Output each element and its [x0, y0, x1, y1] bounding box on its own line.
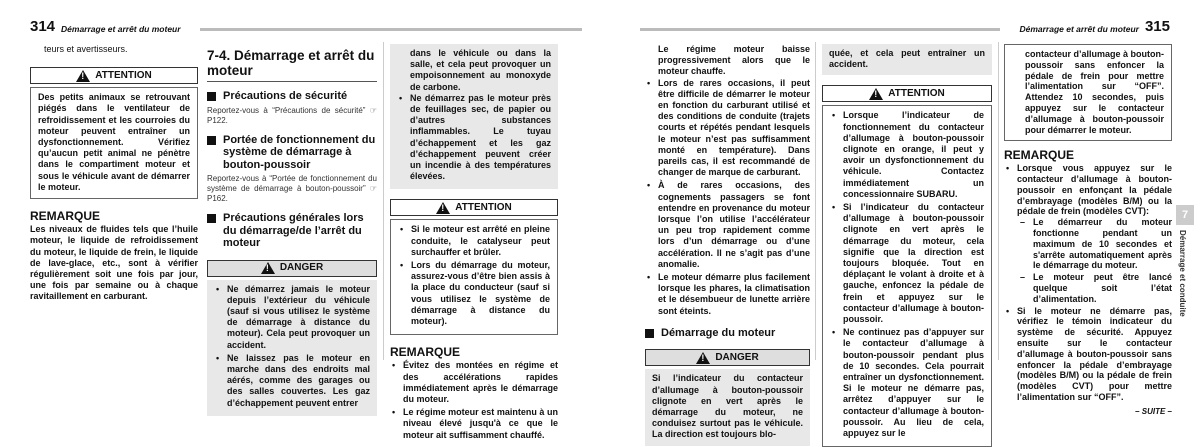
subheading: Précautions générales lors du démarrage/de l’arrêt du moteur	[207, 212, 377, 250]
section-title: 7-4. Démarrage et arrêt du moteur	[207, 48, 377, 82]
warning-icon	[261, 262, 275, 274]
warning-icon	[76, 70, 90, 82]
reference-text: Reportez-vous à “Portée de fonctionnement du système de démarrage à bouton-poussoir” ☞P162.	[207, 174, 377, 203]
danger-body	[207, 280, 377, 416]
attention-body	[822, 105, 992, 447]
page-number: 314	[30, 18, 56, 35]
warning-icon	[696, 352, 710, 364]
danger-item: • Ne laissez pas le moteur en marche dans des endroits mal aérés, comme des garages ou des salles couvertes. Les gaz d’échappement peuvent entrer	[214, 353, 370, 409]
list-item: • Le moteur démarre plus facilement lorsque les phares, la climatisation et le désembueur de lunette arrière sont éteints.	[645, 272, 810, 317]
remarque-heading: REMARQUE	[1004, 148, 1075, 163]
attention-label: ATTENTION	[455, 202, 512, 214]
left-page-header	[30, 18, 181, 34]
right-column-3	[1004, 44, 1172, 417]
subheading: Démarrage du moteur	[645, 327, 810, 340]
chapter-label: Démarrage et conduite	[1178, 230, 1187, 317]
body-text: Le régime moteur baisse progressivement alors que le moteur chauffe.	[658, 44, 810, 77]
remarque-text: Les niveaux de fluides tels que l’huile moteur, le liquide de refroidissement du moteur, le liquide de frein, le liquide de lave-glace, etc., sont à vérifier régulièrement soit une fois par jour, une fois par semaine ou à chaque ravitaillement en carburant.	[30, 224, 198, 302]
column-divider	[998, 42, 999, 360]
sub-item: – Le moteur peut être lancé quelque soit l’état d’alimentation.	[1017, 272, 1172, 304]
header-rule	[200, 28, 582, 31]
attention-header	[390, 199, 558, 216]
danger-header	[207, 260, 377, 277]
warning-icon	[869, 88, 883, 100]
left-column-2	[207, 48, 377, 416]
list-item: • Lors de rares occasions, il peut être difficile de démarrer le moteur en fonction du carburant utilisé et des conditions de conduite (trajets courts et répétés pendant lesquels le moteur n’est pas suffisamment monté en température). Dans pareils cas, il est recommandé de changer de marque de carburant.	[645, 78, 810, 179]
subheading: Précautions de sécurité	[207, 90, 377, 103]
attention-label: ATTENTION	[888, 88, 945, 100]
danger-item: • Ne démarrez pas le moteur près de feuillages sec, de papier ou d’autres substances inflammables. Le tuyau d’échappement et les gaz d’échappement peuvent créer un incendie à des températures élevées.	[397, 93, 551, 183]
remarque-item	[1004, 163, 1172, 304]
attention-text-continued: contacteur d’allumage à bouton-poussoir sans enfoncer la pédale de frein pour mettre l’alimentation sur “OFF”. Attendez 10 secondes, puis appuyez sur le contacteur d’allumage à bouton-poussoir pour démarrer le moteur.	[1004, 44, 1172, 141]
right-column-2	[822, 44, 992, 447]
danger-body-continued	[390, 44, 558, 189]
danger-text: dans le véhicule ou dans la salle, et cela peut provoquer un empoisonnement au monoxyde de carbone.	[410, 48, 551, 92]
left-column-1	[30, 44, 198, 303]
header-title: Démarrage et arrêt du moteur	[1019, 24, 1139, 34]
attention-header	[822, 85, 992, 102]
header-rule	[640, 28, 1000, 31]
attention-label: ATTENTION	[95, 70, 152, 82]
chapter-tab[interactable]: 7	[1176, 205, 1194, 225]
attention-body	[390, 219, 558, 335]
danger-label: DANGER	[279, 262, 324, 274]
attention-item: • Ne continuez pas d’appuyer sur le contacteur d’allumage à bouton-poussoir pendant plus de 10 secondes. Cela pourrait entraîner un dysfonctionnement. Si le moteur ne démarre pas, arrêtez d’appuyer sur le contacteur d’allumage à bouton-poussoir. Au lieu de cela, appuyez sur le	[830, 327, 984, 439]
remarque-item: • Évitez des montées en régime et des accélérations rapides immédiatement après le démarrage du moteur.	[390, 360, 558, 405]
body-text: teurs et avertisseurs.	[44, 44, 128, 54]
attention-item: • Si le moteur est arrêté en pleine conduite, le catalyseur peut surchauffer et brûler.	[398, 224, 550, 258]
column-divider	[815, 42, 816, 360]
right-page-header	[1019, 18, 1170, 34]
warning-icon	[436, 202, 450, 214]
danger-header	[645, 349, 810, 366]
reference-text: Reportez-vous à “Précautions de sécurité” ☞P122.	[207, 105, 377, 125]
danger-text: Si l’indicateur du contacteur d’allumage à bouton-poussoir clignote en vert après le démarrage du moteur, ne conduisez surtout pas le véhicule. La direction est toujours blo-	[645, 369, 810, 445]
column-divider	[383, 42, 384, 360]
attention-item: • Si l’indicateur du contacteur d’allumage à bouton-poussoir clignote en vert après le démarrage du moteur, cela signifie que la direction est toujours bloquée. Tout en déplaçant le volant à droite et à gauche, enfoncez la pédale de frein et appuyez sur le contacteur d’allumage à bouton-poussoir.	[830, 202, 984, 325]
remarque-item: • Le régime moteur est maintenu à un niveau élevé jusqu'à ce que le moteur ait suffisamment chauffé.	[390, 407, 558, 441]
sub-item: – Le démarreur du moteur fonctionne pendant un maximum de 10 secondes et s'arrête automatiquement après le démarrage du moteur.	[1017, 217, 1172, 271]
attention-header	[30, 67, 198, 84]
right-column-1	[645, 44, 810, 446]
danger-label: DANGER	[715, 352, 759, 364]
continued-label: – SUITE –	[1135, 406, 1172, 416]
danger-item: • Ne démarrez jamais le moteur depuis l’extérieur du véhicule (sauf si vous utilisez le système de démarrage à distance du moteur). Cela peut provoquer un accident.	[214, 284, 370, 351]
danger-text-continued: quée, et cela peut entraîner un accident.	[822, 44, 992, 75]
remarque-heading: REMARQUE	[30, 209, 101, 224]
remarque-item: • Si le moteur ne démarre pas, vérifiez le témoin indicateur du système de sécurité. Appuyez ensuite sur le contacteur d’allumage à bouton-poussoir sans enfoncer la pédale d’embrayage (modèles B/M) ou la pédale de frein (modèles CVT) pour mettre l’alimentation sur “OFF”.	[1004, 306, 1172, 403]
attention-item: • Lors du démarrage du moteur, assurez-vous d’être bien assis à la place du conducteur (sauf si vous utilisez le système de démarrage à distance du moteur).	[398, 260, 550, 327]
list-item: • À de rares occasions, des cognements passagers se font entendre en provenance du moteur lorsque l’on utilise l’accélérateur un peu trop rapidement comme lors d’un démarrage ou d’une accélération. Il ne s’agit pas d’une anomalie.	[645, 180, 810, 270]
left-column-3	[390, 44, 558, 443]
attention-item: • Lorsque l’indicateur de fonctionnement du contacteur d’allumage à bouton-poussoir clignote en orange, il peut y avoir un dysfonctionnement du véhicule. Contactez immédiatement un concessionnaire SUBARU.	[830, 110, 984, 200]
remarque-heading: REMARQUE	[390, 345, 461, 360]
remarque-text: Lorsque vous appuyez sur le contacteur d’allumage à bouton-poussoir en enfonçant la pédale d’embrayage (modèles B/M) ou la pédale de frein (modèles CVT):	[1017, 163, 1172, 217]
attention-text: Des petits animaux se retrouvant piégés dans le ventilateur de refroidissement et les courroies du moteur peuvent entraîner un dysfonctionnement. Vérifiez qu’aucun petit animal ne pénètre dans le compartiment moteur et sous le véhicule avant de démarrer le moteur.	[30, 87, 198, 199]
subheading: Portée de fonctionnement du système de démarrage à bouton-poussoir	[207, 134, 377, 172]
header-title: Démarrage et arrêt du moteur	[61, 24, 181, 34]
page-number: 315	[1144, 18, 1170, 35]
